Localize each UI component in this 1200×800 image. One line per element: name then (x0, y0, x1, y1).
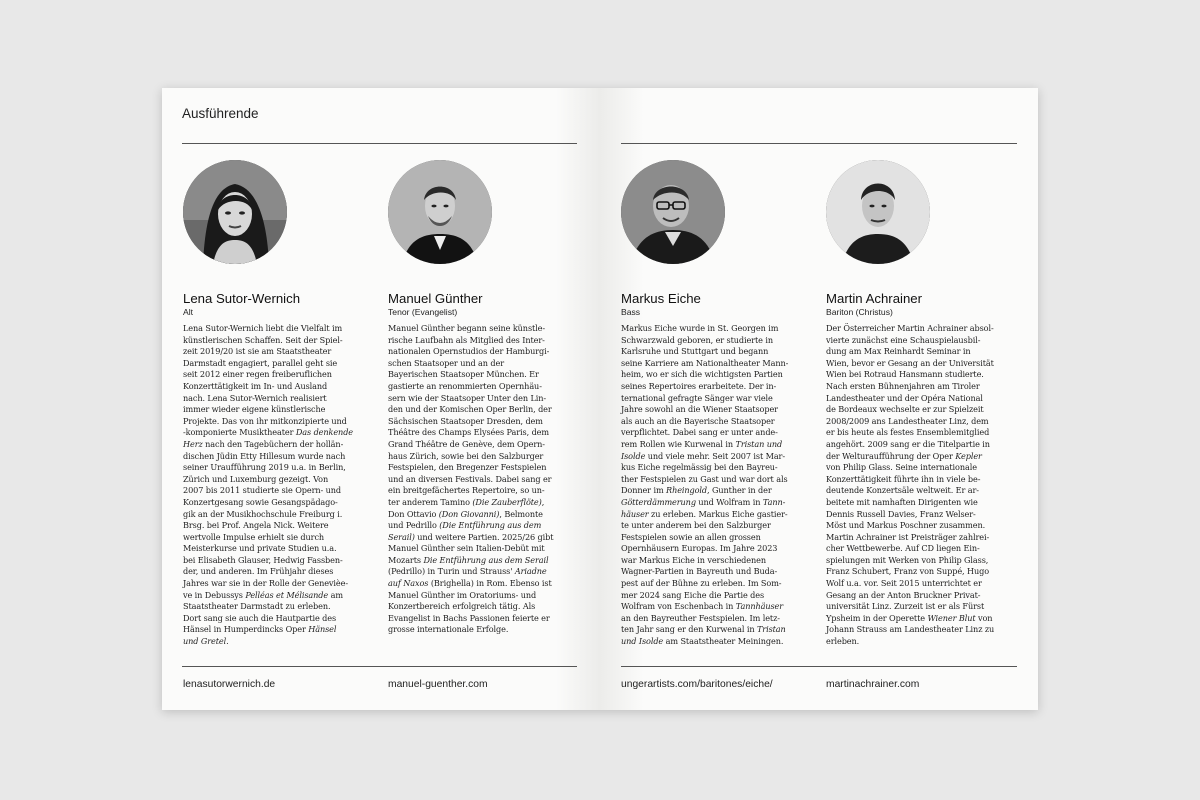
bio-line: Johann Strauss am Landestheater Linz zu (826, 624, 995, 635)
portrait-man-glasses-icon (621, 160, 725, 264)
bio-line: cher Wettbewerbe. Auf CD liegen Ein- (826, 543, 980, 554)
bio-line: Don Ottavio (Don Giovanni), Belmonte (388, 508, 543, 519)
bio-line: seit 2012 einer regen freiberuflichen (183, 369, 332, 380)
portrait-man-tuxedo-icon (388, 160, 492, 264)
bio-line: Franz Schubert, Franz von Suppé, Hugo (826, 566, 990, 577)
bio-line: Donner im Rheingold, Gunther in der (621, 485, 772, 496)
bio-line: und Pedrillo (Die Entführung aus dem (388, 520, 542, 531)
bio-line: pest auf der Bühne zu erleben. Im Som- (621, 578, 782, 589)
bio-line: Konzertgesang sowie Gesangspädago- (183, 496, 338, 507)
bio-line: de Bordeaux wechselte er zur Spielzeit (826, 404, 984, 415)
bio-line: dischen Jüdin Etty Hillesum wurde nach (183, 450, 346, 461)
bio-line: seines Repertoires erarbeitete. Der in- (621, 380, 777, 391)
performer-bio-martin (826, 323, 1022, 648)
performer-role-lena: Alt (183, 307, 194, 317)
bio-line: grosse internationale Erfolge. (388, 624, 509, 635)
performer-url-manuel[interactable]: manuel-guenther.com (388, 679, 488, 690)
performer-bio-manuel (388, 323, 584, 636)
bio-line: beitete mit namhaften Dirigenten wie (826, 496, 978, 507)
bio-line: Festspielen sowie an allen grossen (621, 531, 761, 542)
performer-photo-manuel (388, 160, 492, 264)
bio-line: Wien, bevor er Gesang an der Universität (826, 357, 994, 368)
performer-role-martin: Bariton (Christus) (826, 307, 893, 317)
bio-line: Opernhäusern Europas. Im Jahre 2023 (621, 543, 778, 554)
bio-line: Götterdämmerung und Wolfram in Tann- (621, 496, 786, 507)
bio-line: nach. Lena Sutor-Wernich realisiert (183, 392, 327, 403)
bio-line: mer 2024 sang Eiche die Partie des (621, 589, 765, 600)
performer-name-martin: Martin Achrainer (826, 291, 923, 306)
bio-line: ther Festspielen zu Gast und war dort als (621, 473, 788, 484)
bio-line: war Markus Eiche in verschiedenen (621, 554, 766, 565)
bio-line: Wolf u.a. vor. Seit 2015 unterrichtet er (826, 578, 982, 589)
bio-line: Projekte. Das von ihr mitkonzipierte und (183, 415, 347, 426)
bio-line: wertvolle Impulse erhielt sie durch (183, 531, 325, 542)
bio-line: Nach ersten Bühnenjahren am Tiroler (826, 380, 980, 391)
bio-line: verpflichtet. Dabei sang er unter ande- (621, 427, 778, 438)
bio-line: Darmstadt engagiert, parallel geht sie (183, 357, 338, 368)
right-page (600, 88, 1038, 710)
bio-line: Schwarzwald geboren, er studierte in (621, 334, 774, 345)
bio-line: sern wie der Staatsoper Unter den Lin- (388, 392, 547, 403)
bio-line: Hänsel in Humperdincks Oper Hänsel (183, 624, 337, 635)
bio-line: Ypsheim in der Operette Wiener Blut von (826, 612, 993, 623)
bio-line: ten Jahr sang er den Kurwenal in Tristan (621, 624, 786, 635)
bio-line: den und der Komischen Oper Berlin, der (388, 404, 552, 415)
bio-line: ternational gefragte Sänger war viele (621, 392, 773, 403)
bio-line: Manuel Günther sein Italien-Debüt mit (388, 543, 545, 554)
bio-line: der Welturaufführung der Oper Kepler (826, 450, 982, 461)
bio-line: ter anderem Tamino (Die Zauberflöte), (388, 496, 545, 507)
bio-line: Brsg. bei Prof. Angela Nick. Weitere (183, 520, 329, 531)
bio-line: 2007 bis 2011 studierte sie Opern- und (183, 485, 342, 496)
bio-line: zeit 2019/20 ist sie am Staatstheater (183, 346, 332, 357)
bio-line: universität Linz. Zurzeit ist er als Fürst (826, 601, 985, 612)
bio-line: Martin Achrainer ist Preisträger zahlrei- (826, 531, 990, 542)
bio-line: Lena Sutor-Wernich liebt die Vielfalt im (183, 323, 343, 333)
bio-line: Manuel Günther begann seine künstle- (388, 323, 546, 333)
bio-line: Konzertbereich erfolgreich tätig. Als (388, 601, 536, 612)
bio-line: rem Rollen wie Kurwenal in Tristan und (621, 438, 783, 449)
bio-line: 2008/2009 ans Landestheater Linz, dem (826, 415, 989, 426)
bio-line: Konzerttätigkeit führte ihn in viele be- (826, 473, 981, 484)
bio-line: spielungen mit Werken von Philip Glass, (826, 554, 989, 565)
bio-line: und Isolde am Staatstheater Meiningen. (621, 636, 784, 647)
bio-line: kus Eiche regelmässig bei den Bayreu- (621, 462, 778, 473)
bio-line: als auch an die Bayerische Staatsoper (621, 415, 775, 426)
bio-line: er bis heute als festes Ensemblemitglied (826, 427, 990, 438)
bio-line: Konzerttätigkeit im In- und Ausland (183, 380, 328, 391)
bio-line: ein breitgefächertes Repertoire, so un- (388, 485, 545, 496)
left-page (162, 88, 600, 710)
bio-line: erleben. (826, 636, 860, 647)
bio-line: Staatstheater Darmstadt zu erleben. (183, 601, 331, 612)
bio-line: te unter anderem bei den Salzburger (621, 520, 771, 531)
bio-line: rische Laufbahn als Mitglied des Inter- (388, 334, 545, 345)
bio-line: gik an der Musikhochschule Freiburg i. (183, 508, 343, 519)
bio-line: Jahre sowohl an die Wiener Staatsoper (621, 404, 778, 415)
bio-line: Wien bei Rotraud Hansmann studierte. (826, 369, 984, 380)
performer-url-markus[interactable]: ungerartists.com/baritones/eiche/ (621, 679, 773, 690)
bio-line: Théâtre des Champs Elysées Paris, dem (388, 427, 549, 438)
bio-line: Meisterkurse und private Studien u.a. (183, 543, 337, 554)
bio-line: Der Österreicher Martin Achrainer absol- (826, 323, 994, 333)
bio-line: auf Naxos (Brighella) in Rom. Ebenso ist (388, 578, 552, 589)
bio-line: schen Staatsoper und an der (388, 357, 505, 368)
bio-line: seiner Uraufführung 2019 u.a. in Berlin, (183, 462, 346, 473)
booklet-spread (162, 88, 1038, 710)
performer-url-martin[interactable]: martinachrainer.com (826, 679, 920, 690)
bio-line: Mozarts Die Entführung aus dem Serail (388, 554, 549, 565)
bio-line: Herz nach den Tagebüchern der hollän- (183, 438, 344, 449)
bio-line: Wagner-Partien in Bayreuth und Buda- (621, 566, 778, 577)
bio-line: dung am Max Reinhardt Seminar in (826, 346, 971, 357)
bio-line: der, und anderen. Im Frühjahr dieses (183, 566, 334, 577)
bio-line: Möst und Markus Poschner zusammen. (826, 520, 986, 531)
top-rule (182, 143, 577, 144)
bio-line: Sächsischen Staatsoper Dresden, dem (388, 415, 543, 426)
section-title: Ausführende (182, 106, 259, 121)
performer-name-markus: Markus Eiche (621, 291, 701, 306)
performer-name-manuel: Manuel Günther (388, 291, 483, 306)
bio-line: gastierte an renommierten Opernhäu- (388, 380, 542, 391)
performer-photo-martin (826, 160, 930, 264)
bio-line: Wolfram von Eschenbach in Tannhäuser (621, 601, 784, 612)
bio-line: deutende Konzertsäle weltweit. Er ar- (826, 485, 979, 496)
bottom-rule-left (182, 666, 577, 667)
bio-line: Serail) und weitere Partien. 2025/26 gibt (388, 531, 554, 542)
bio-line: Gesang an der Anton Bruckner Privat- (826, 589, 981, 600)
performer-photo-markus (621, 160, 725, 264)
bottom-rule-right (621, 666, 1017, 667)
bio-line: nationalen Opernstudios der Hamburgi- (388, 346, 550, 357)
top-rule-right (621, 143, 1017, 144)
bio-line: Isolde und viele mehr. Seit 2007 ist Mar- (621, 450, 785, 461)
portrait-man-short-hair-icon (826, 160, 930, 264)
bio-line: Zürich und Luxemburg gezeigt. Von (183, 473, 329, 484)
bio-line: Bayerischen Staatsoper München. Er (388, 369, 539, 380)
bio-line: (Pedrillo) in Turin und Strauss' Ariadne (388, 566, 547, 577)
performer-role-markus: Bass (621, 307, 641, 317)
bio-line: immer wieder eigene künstlerische (183, 404, 326, 415)
bio-line: Festspielen, den Bregenzer Festspielen (388, 462, 547, 473)
bio-line: und an diversen Festivals. Dabei sang er (388, 473, 552, 484)
bio-line: Landestheater und der Opéra National (826, 392, 983, 403)
bio-line: Evangelist in Bachs Passionen feierte er (388, 612, 550, 623)
bio-line: künstlerischen Schaffen. Seit der Spiel- (183, 334, 343, 345)
bio-line: Jahres war sie in der Rolle der Genevièe- (183, 578, 348, 589)
bio-line: Markus Eiche wurde in St. Georgen im (621, 323, 779, 333)
bio-line: heim, wo er sich die wichtigsten Partien (621, 369, 783, 380)
performer-url-lena[interactable]: lenasutorwernich.de (183, 679, 276, 690)
bio-line: an den Bayreuther Festspielen. Im letz- (621, 612, 780, 623)
bio-line: ve in Debussys Pelléas et Mélisande am (183, 589, 343, 600)
performer-bio-lena (183, 323, 379, 648)
performer-photo-lena (183, 160, 287, 264)
bio-line: vierte zunächst eine Schauspielausbil- (826, 334, 981, 345)
performer-role-manuel: Tenor (Evangelist) (388, 307, 458, 317)
bio-line: Manuel Günther im Oratoriums- und (388, 589, 537, 600)
bio-line: haus Zürich, sowie bei den Salzburger (388, 450, 544, 461)
bio-line: Grand Théâtre de Genève, dem Opern- (388, 438, 545, 449)
bio-line: Karlsruhe und Stuttgart und begann (621, 346, 769, 357)
bio-line: angehört. 2009 sang er die Titelpartie in (826, 438, 990, 449)
bio-line: Dort sang sie auch die Hautpartie des (183, 612, 337, 623)
bio-line: häuser zu erleben. Markus Eiche gastier- (621, 508, 788, 519)
bio-line: -komponierte Musiktheater Das denkende (183, 427, 354, 438)
bio-line: und Gretel. (183, 636, 229, 647)
performer-bio-markus (621, 323, 817, 648)
portrait-woman-icon (183, 160, 287, 264)
performer-name-lena: Lena Sutor-Wernich (183, 291, 301, 306)
bio-line: seine Karriere am Nationaltheater Mann- (621, 357, 789, 368)
bio-line: von Philip Glass. Seine internationale (826, 462, 977, 473)
bio-line: Dennis Russell Davies, Franz Welser- (826, 508, 976, 519)
bio-line: bei Elisabeth Glauser, Hedwig Fassben- (183, 554, 343, 565)
